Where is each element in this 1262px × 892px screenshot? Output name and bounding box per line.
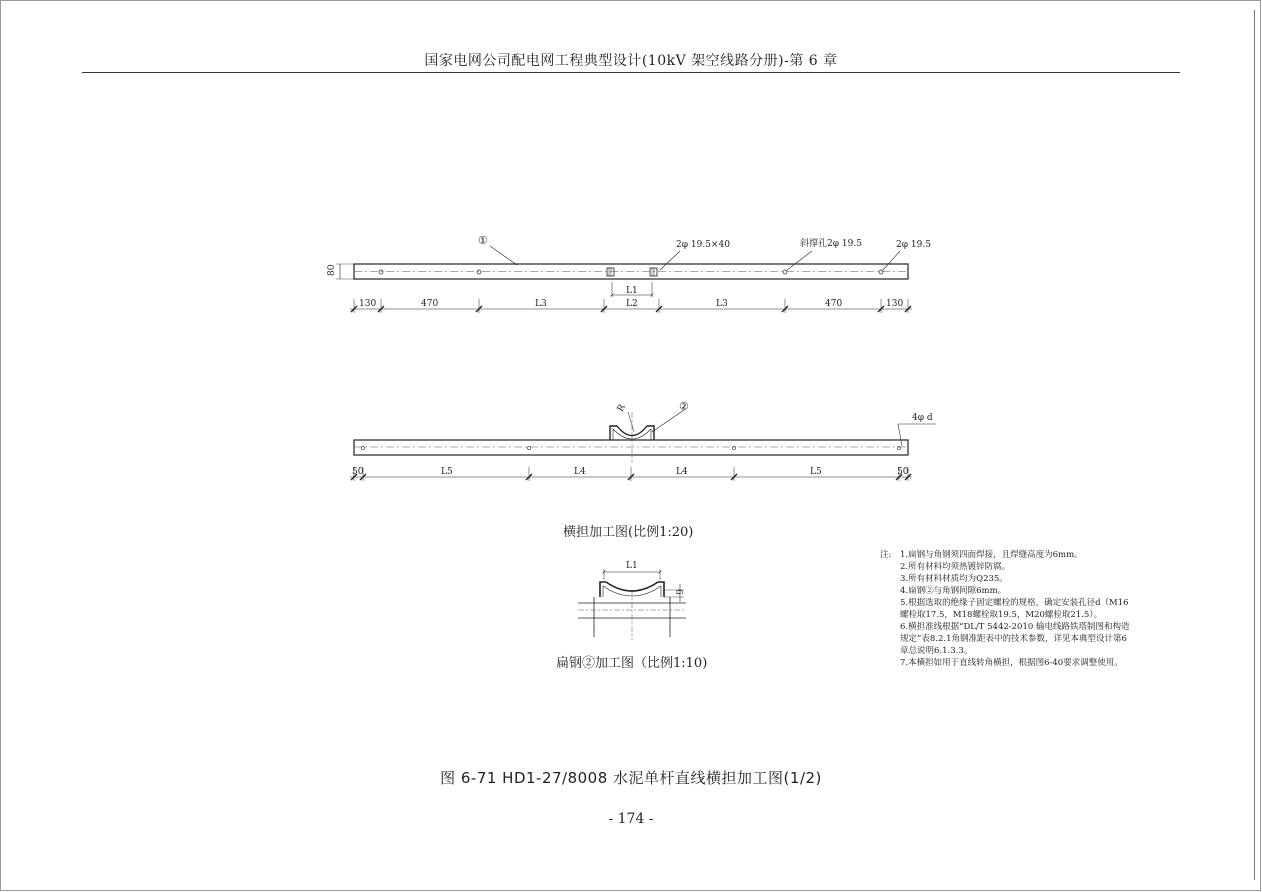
note-item xyxy=(880,597,1130,621)
part-label-1: ① xyxy=(478,234,488,247)
dim-l4-left: L4 xyxy=(574,467,586,477)
radius-label: R xyxy=(615,402,628,414)
dim-l2: L2 xyxy=(626,299,638,309)
callout-brace-hole: 斜撑孔2φ 19.5 xyxy=(800,239,862,249)
note-text: 6.横担准线根据“DL/T 5442-2010 输电线路铁塔制图和构造规定”表8.2.1角钢准距表中的技术参数，详见本典型设计第6章总说明6.1.3.3。 xyxy=(900,622,1130,656)
header-title: 国家电网公司配电网工程典型设计(10kV 架空线路分册)-第 6 章 xyxy=(424,53,838,69)
flatsteel-caption: 扁钢②加工图（比例1:10) xyxy=(556,656,708,671)
page-number: - 174 - xyxy=(608,811,654,827)
note-item xyxy=(880,549,1130,561)
figure-title: 图 6-71 HD1-27/8008 水泥单杆直线横担加工图(1/2) xyxy=(440,769,822,787)
dim-l4-right: L4 xyxy=(676,467,688,477)
hole xyxy=(783,270,787,274)
hole xyxy=(879,270,883,274)
dim-l5-left: L5 xyxy=(441,467,453,477)
dim-130-right: 130 xyxy=(886,299,904,309)
dim-50-right: 50 xyxy=(897,467,909,477)
slot-right xyxy=(650,268,657,276)
hole xyxy=(379,270,383,274)
note-item xyxy=(880,585,1130,597)
crossarm-caption: 横担加工图(比例1:20) xyxy=(563,525,694,540)
dim-50-left: 50 xyxy=(352,467,364,477)
dim-l1: L1 xyxy=(626,286,638,296)
dim-l5-right: L5 xyxy=(810,467,822,477)
dim-l3-left: L3 xyxy=(535,299,547,309)
dim-470-left: 470 xyxy=(421,299,439,309)
detail-view xyxy=(578,569,686,640)
slot-left xyxy=(607,268,614,276)
dim-l3-right: L3 xyxy=(716,299,728,309)
hole-label: 4φ d xyxy=(912,413,933,423)
callout-slot: 2φ 19.5×40 xyxy=(676,240,730,250)
bottom-view xyxy=(350,410,936,481)
detail-thickness: 6 xyxy=(673,589,683,595)
note-text: 2.所有材料均须热镀锌防腐。 xyxy=(900,562,1011,572)
dim-470-right: 470 xyxy=(825,299,843,309)
note-item xyxy=(880,621,1130,657)
hole xyxy=(477,270,481,274)
notes-prefix: 注: xyxy=(880,550,892,560)
angle-steel-front xyxy=(354,440,908,455)
note-item xyxy=(880,561,1130,573)
dim-130-left: 130 xyxy=(359,299,377,309)
callout-end-hole: 2φ 19.5 xyxy=(896,240,931,250)
bottom-view-labels xyxy=(352,400,933,477)
note-text: 1.扁钢与角钢须四面焊接，且焊缝高度为6mm。 xyxy=(900,550,1083,560)
detail-l1: L1 xyxy=(626,561,638,571)
note-text: 5.根据选取的绝缘子固定螺栓的规格，确定安装孔径d（M16螺栓取17.5，M18螺栓取19.5，M20螺栓取21.5）。 xyxy=(900,598,1129,620)
note-item xyxy=(880,573,1130,585)
note-text: 4.扁钢②与角钢间隙6mm。 xyxy=(900,586,1007,596)
note-text: 7.本横担如用于直线转角横担，根据图6-40要求调整使用。 xyxy=(900,658,1123,668)
note-text: 3.所有材料材质均为Q235。 xyxy=(900,574,1008,584)
height-dim-label: 80 xyxy=(327,264,337,276)
note-item xyxy=(880,657,1130,669)
part-label-2: ② xyxy=(679,400,689,413)
notes xyxy=(880,549,1130,669)
